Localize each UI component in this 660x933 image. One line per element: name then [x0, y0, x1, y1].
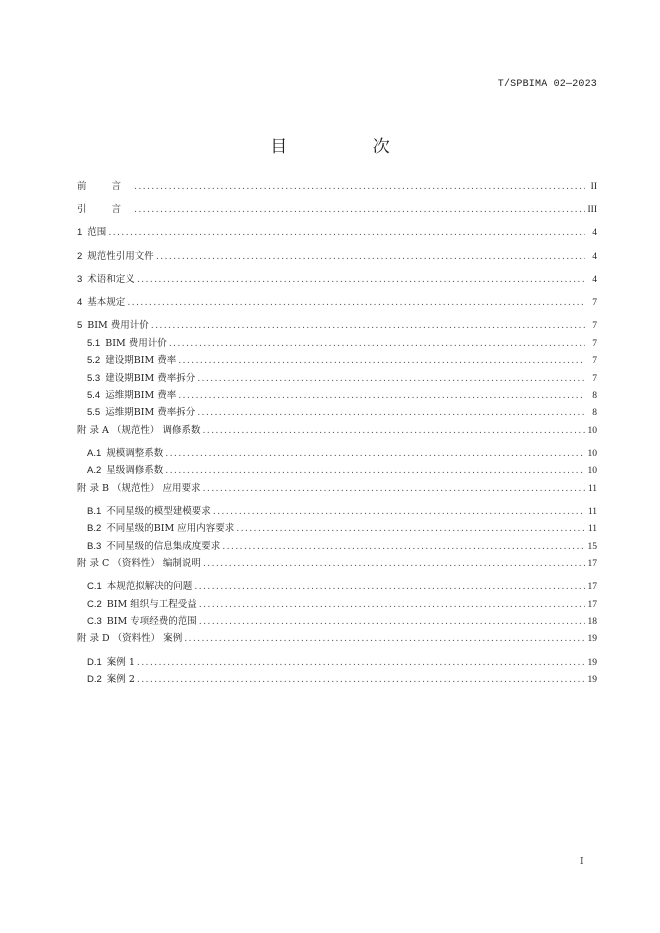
toc-leader-dots: [134, 203, 585, 217]
toc-leader-dots: [222, 540, 585, 554]
toc-entry-number: 5: [77, 320, 83, 332]
toc-entry-label: 前 言: [77, 181, 133, 192]
toc-leader-dots: [194, 580, 585, 594]
toc-entry-number: B.3: [87, 540, 102, 552]
toc-leader-dots: [178, 389, 585, 403]
toc-entry[interactable]: [77, 580, 597, 597]
toc-entry[interactable]: [77, 464, 597, 481]
toc-leader-dots: [137, 273, 585, 287]
toc-entry-page: 8: [592, 408, 597, 419]
toc-entry-page: 7: [592, 297, 597, 308]
toc-leader-dots: [134, 180, 585, 194]
toc-leader-dots: [199, 598, 585, 612]
toc-entry[interactable]: [77, 203, 597, 226]
toc-entry-page: 7: [592, 373, 597, 384]
toc-entry-label: 运维期BIM 费率拆分: [105, 407, 196, 419]
toc-entry-number: 3: [77, 273, 83, 285]
toc-leader-dots: [165, 464, 585, 478]
toc-leader-dots: [108, 226, 585, 240]
toc-entry[interactable]: [77, 615, 597, 632]
toc-entry-label: 星级调修系数: [106, 465, 164, 477]
toc-leader-dots: [202, 424, 585, 438]
toc-entry[interactable]: [77, 598, 597, 615]
document-code: T/SPBIMA 02—2023: [497, 79, 597, 90]
toc-entry-page: 10: [587, 425, 597, 436]
toc-leader-dots: [184, 632, 585, 646]
toc-entry[interactable]: [77, 180, 597, 203]
toc-entry-number: 5.3: [87, 372, 101, 384]
toc-entry-label: 附 录 D （资料性） 案例: [77, 633, 183, 645]
toc-entry-label: BIM 组织与工程受益: [106, 598, 197, 610]
toc-entry[interactable]: [77, 296, 597, 319]
toc-leader-dots: [203, 557, 585, 571]
toc-leader-dots: [137, 656, 585, 670]
toc-leader-dots: [156, 250, 585, 264]
toc-entry-number: B.2: [87, 523, 102, 535]
toc-entry-number: A.1: [87, 447, 102, 459]
toc-entry[interactable]: [77, 673, 597, 690]
toc-entry[interactable]: [77, 482, 597, 505]
toc-entry-label: 不同星级的BIM 应用内容要求: [106, 523, 235, 535]
toc-entry[interactable]: [77, 354, 597, 371]
toc-entry[interactable]: [77, 447, 597, 464]
toc-entry[interactable]: [77, 522, 597, 539]
toc-entry-page: 4: [592, 274, 597, 285]
toc-entry[interactable]: [77, 250, 597, 273]
toc-entry-page: 19: [587, 634, 597, 645]
toc-entry-number: C.3: [87, 615, 102, 627]
toc-leader-dots: [151, 319, 585, 333]
toc-entry-label: BIM 费用计价: [87, 320, 149, 332]
toc-entry-label: 附 录 B （规范性） 应用要求: [77, 482, 201, 494]
toc-entry-page: II: [590, 182, 597, 192]
toc-entry-label: 案例 2: [106, 673, 135, 685]
toc-leader-dots: [197, 372, 585, 386]
toc-entry-page: 10: [587, 466, 597, 477]
toc-entry-label: 建设期BIM 费率: [105, 355, 177, 367]
toc-entry-label: 范围: [87, 227, 107, 239]
toc-entry-label: BIM 费用计价: [105, 337, 167, 349]
toc-entry-label: 规范性引用文件: [87, 250, 154, 262]
toc-entry[interactable]: [77, 406, 597, 423]
toc-entry-page: 7: [592, 321, 597, 332]
toc-entry-number: 1: [77, 227, 83, 239]
toc-leader-dots: [178, 354, 585, 368]
toc-entry-page: 15: [587, 541, 597, 552]
toc-entry-label: 引 言: [77, 204, 133, 216]
toc-entry[interactable]: [77, 226, 597, 249]
toc-entry-label: 不同星级的信息集成度要求: [106, 540, 221, 552]
toc-entry[interactable]: [77, 337, 597, 354]
toc-entry[interactable]: [77, 557, 597, 580]
toc-leader-dots: [165, 447, 585, 461]
toc-entry[interactable]: [77, 372, 597, 389]
toc-leader-dots: [199, 615, 585, 629]
toc-entry-label: 规模调整系数: [106, 447, 164, 459]
toc-entry[interactable]: [77, 424, 597, 447]
toc-entry[interactable]: [77, 505, 597, 522]
table-of-contents: [77, 180, 597, 690]
toc-entry-page: 18: [587, 616, 597, 627]
toc-leader-dots: [197, 406, 585, 420]
toc-entry[interactable]: [77, 319, 597, 337]
toc-entry-page: 11: [587, 506, 597, 517]
toc-entry-number: B.1: [87, 505, 102, 517]
toc-entry-label: 建设期BIM 费率拆分: [105, 372, 196, 384]
toc-entry[interactable]: [77, 632, 597, 655]
toc-leader-dots: [203, 482, 585, 496]
toc-entry-page: 17: [587, 599, 597, 610]
toc-leader-dots: [236, 522, 585, 536]
toc-entry-number: 5.2: [87, 355, 101, 367]
toc-leader-dots: [137, 673, 585, 687]
toc-entry[interactable]: [77, 273, 597, 296]
toc-entry-page: 8: [592, 390, 597, 401]
page-title: 目 次: [270, 137, 430, 157]
toc-entry[interactable]: [77, 540, 597, 557]
toc-entry[interactable]: [77, 656, 597, 673]
toc-entry-page: 19: [587, 657, 597, 668]
toc-entry[interactable]: [77, 389, 597, 406]
toc-entry-number: D.2: [87, 673, 102, 685]
toc-leader-dots: [169, 337, 585, 351]
toc-entry-label: BIM 专项经费的范围: [106, 615, 197, 627]
toc-entry-label: 案例 1: [106, 656, 135, 668]
toc-leader-dots: [127, 296, 585, 310]
toc-entry-number: A.2: [87, 465, 102, 477]
toc-entry-label: 基本规定: [87, 296, 126, 308]
toc-entry-page: 4: [592, 251, 597, 262]
toc-entry-page: 17: [587, 582, 597, 593]
toc-entry-page: 10: [587, 448, 597, 459]
toc-entry-number: C.1: [87, 581, 102, 593]
toc-entry-number: 2: [77, 250, 83, 262]
toc-entry-number: 5.5: [87, 407, 101, 419]
toc-entry-label: 附 录 A （规范性） 调修系数: [77, 424, 201, 436]
toc-leader-dots: [213, 505, 585, 519]
toc-entry-label: 运维期BIM 费率: [105, 389, 177, 401]
toc-entry-number: C.2: [87, 598, 102, 610]
toc-entry-page: 19: [587, 674, 597, 685]
toc-entry-page: 11: [587, 524, 597, 535]
toc-entry-page: 17: [587, 559, 597, 569]
toc-entry-number: 4: [77, 296, 83, 308]
toc-entry-page: III: [587, 205, 597, 216]
toc-entry-number: 5.1: [87, 337, 101, 349]
toc-entry-number: 5.4: [87, 389, 101, 401]
toc-entry-label: 不同星级的模型建模要求: [106, 505, 211, 517]
toc-entry-page: 4: [592, 228, 597, 239]
toc-entry-label: 附 录 C （资料性） 编制说明: [77, 558, 201, 569]
page-number: I: [580, 857, 584, 867]
toc-entry-label: 术语和定义: [87, 273, 135, 285]
toc-entry-page: 11: [587, 483, 597, 494]
toc-entry-number: D.1: [87, 656, 102, 668]
toc-entry-page: 7: [592, 338, 597, 349]
toc-entry-page: 7: [592, 356, 597, 367]
toc-entry-label: 本规范拟解决的问题: [106, 581, 193, 593]
